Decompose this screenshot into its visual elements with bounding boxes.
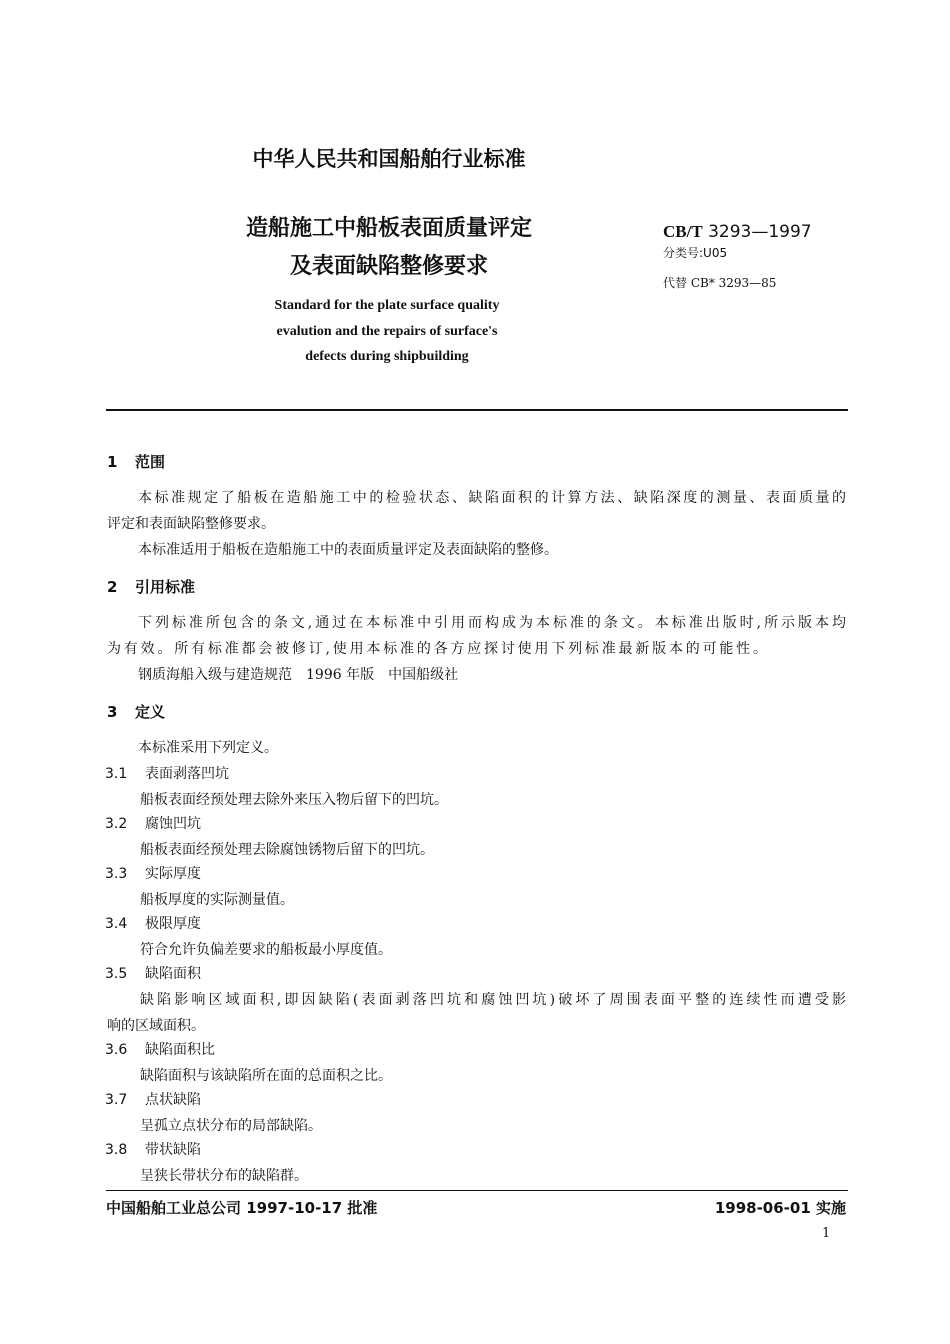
definition-number: 3.6 bbox=[105, 1042, 128, 1058]
approval-info: 中国船舶工业总公司 1997-10-17 批准 bbox=[106, 1199, 378, 1217]
section-title: 范围 bbox=[135, 453, 166, 471]
definition-number: 3.1 bbox=[105, 766, 128, 782]
definition-term-text: 点状缺陷 bbox=[145, 1092, 201, 1108]
standard-code bbox=[663, 222, 812, 242]
definition-text: 呈孤立点状分布的局部缺陷。 bbox=[140, 1118, 322, 1134]
definition-term bbox=[105, 863, 201, 883]
definition-term-text: 极限厚度 bbox=[145, 916, 201, 932]
replaces-standard: 代替 CB* 3293—85 bbox=[663, 276, 777, 290]
section-title: 引用标准 bbox=[135, 578, 196, 596]
definition-term bbox=[105, 1139, 201, 1159]
section-number: 3 bbox=[107, 703, 118, 721]
classification-number: 分类号:U05 bbox=[663, 246, 728, 260]
section-2-paragraph-line-1: 下列标准所包含的条文,通过在本标准中引用而构成为本标准的条文。本标准出版时,所示版本均 bbox=[138, 615, 846, 631]
definition-term bbox=[105, 963, 201, 983]
section-3-intro: 本标准采用下列定义。 bbox=[138, 740, 278, 756]
header-divider bbox=[106, 409, 848, 411]
definition-number: 3.5 bbox=[105, 966, 128, 982]
definition-term bbox=[105, 1039, 215, 1059]
section-number: 1 bbox=[107, 453, 118, 471]
definition-number: 3.2 bbox=[105, 816, 128, 832]
document-title-en-line1: Standard for the plate surface quality bbox=[274, 298, 500, 313]
section-number: 2 bbox=[107, 578, 118, 596]
normative-reference: 钢质海船入级与建造规范 1996 年版 中国船级社 bbox=[138, 667, 459, 683]
definition-term bbox=[105, 813, 201, 833]
definition-number: 3.8 bbox=[105, 1142, 128, 1158]
definition-term-text: 实际厚度 bbox=[145, 866, 201, 882]
implementation-date: 1998-06-01 实施 bbox=[714, 1199, 846, 1217]
definition-text: 缺陷影响区域面积,即因缺陷(表面剥落凹坑和腐蚀凹坑)破坏了周围表面平整的连续性而遭受影 bbox=[140, 992, 846, 1008]
section-1-heading bbox=[107, 451, 165, 472]
definition-term-text: 表面剥落凹坑 bbox=[145, 766, 229, 782]
definition-number: 3.4 bbox=[105, 916, 128, 932]
section-2-paragraph-line-2: 为有效。所有标准都会被修订,使用本标准的各方应探讨使用下列标准最新版本的可能性。 bbox=[107, 641, 767, 657]
definition-text: 缺陷面积与该缺陷所在面的总面积之比。 bbox=[140, 1068, 392, 1084]
definition-term bbox=[105, 763, 229, 783]
section-1-paragraph-2: 本标准适用于船板在造船施工中的表面质量评定及表面缺陷的整修。 bbox=[138, 542, 558, 558]
definition-term-text: 缺陷面积 bbox=[145, 966, 201, 982]
definition-text: 船板厚度的实际测量值。 bbox=[140, 892, 294, 908]
document-title-cn-line2: 及表面缺陷整修要求 bbox=[289, 254, 488, 279]
document-title-cn-line1: 造船施工中船板表面质量评定 bbox=[245, 216, 532, 241]
document-title-en-line3: defects during shipbuilding bbox=[305, 349, 469, 364]
definition-number: 3.3 bbox=[105, 866, 128, 882]
definition-term-text: 腐蚀凹坑 bbox=[145, 816, 201, 832]
definition-text: 船板表面经预处理去除外来压入物后留下的凹坑。 bbox=[140, 792, 448, 808]
section-1-paragraph-1-line-2: 评定和表面缺陷整修要求。 bbox=[107, 516, 275, 532]
definition-text: 呈狭长带状分布的缺陷群。 bbox=[140, 1168, 308, 1184]
definition-text-continued: 响的区域面积。 bbox=[107, 1018, 205, 1034]
definition-term-text: 带状缺陷 bbox=[145, 1142, 201, 1158]
section-3-heading bbox=[107, 701, 165, 722]
standard-code-number: 3293—1997 bbox=[708, 222, 812, 242]
page-number: 1 bbox=[822, 1226, 831, 1241]
standard-code-prefix: CB/T bbox=[663, 222, 703, 241]
section-2-heading bbox=[107, 576, 195, 597]
document-title-en-line2: evalution and the repairs of surface's bbox=[276, 324, 498, 339]
section-1-paragraph-1-line-1: 本标准规定了船板在造船施工中的检验状态、缺陷面积的计算方法、缺陷深度的测量、表面质量的 bbox=[138, 490, 846, 506]
industry-standard-heading: 中华人民共和国船舶行业标准 bbox=[252, 147, 526, 171]
definition-text: 符合允许负偏差要求的船板最小厚度值。 bbox=[140, 942, 392, 958]
footer-divider bbox=[106, 1190, 848, 1191]
definition-text: 船板表面经预处理去除腐蚀锈物后留下的凹坑。 bbox=[140, 842, 434, 858]
definition-term bbox=[105, 1089, 201, 1109]
definition-term bbox=[105, 913, 201, 933]
definition-number: 3.7 bbox=[105, 1092, 128, 1108]
section-title: 定义 bbox=[135, 703, 166, 721]
definition-term-text: 缺陷面积比 bbox=[145, 1042, 215, 1058]
